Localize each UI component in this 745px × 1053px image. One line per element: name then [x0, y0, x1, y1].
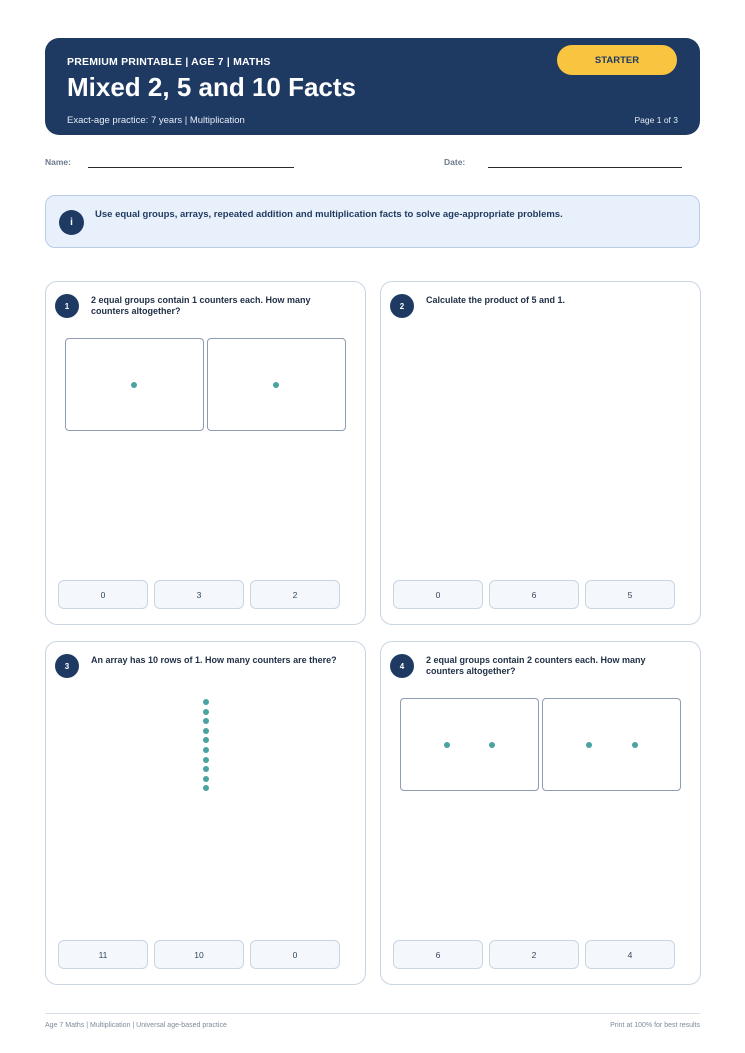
group-box-2 — [542, 698, 681, 791]
counter-dot — [586, 742, 592, 748]
answer-option[interactable]: 10 — [154, 940, 244, 969]
footer-left: Age 7 Maths | Multiplication | Universal age-based practice — [45, 1022, 227, 1029]
worksheet-header — [45, 38, 700, 135]
question-text: 2 equal groups contain 1 counters each. How many counters altogether? — [91, 295, 311, 316]
question-number: 1 — [55, 294, 79, 318]
question-text: An array has 10 rows of 1. How many counters are there? — [91, 655, 337, 665]
question-card-2 — [380, 281, 701, 625]
counter-dot — [273, 382, 279, 388]
page-indicator: Page 1 of 3 — [634, 115, 678, 125]
counter-dot — [203, 766, 209, 772]
date-line[interactable] — [488, 167, 682, 168]
question-card-4 — [380, 641, 701, 985]
question-number: 2 — [390, 294, 414, 318]
question-card-1 — [45, 281, 366, 625]
info-icon: i — [59, 210, 84, 235]
answer-option[interactable]: 4 — [585, 940, 675, 969]
counter-dot — [203, 776, 209, 782]
header-kicker: PREMIUM PRINTABLE | AGE 7 | MATHS — [67, 56, 271, 68]
counter-dot — [203, 728, 209, 734]
instructions-text: Use equal groups, arrays, repeated addition and multiplication facts to solve age-appropriate problems. — [95, 209, 563, 220]
counter-dot — [203, 747, 209, 753]
answer-option[interactable]: 3 — [154, 580, 244, 609]
question-number: 4 — [390, 654, 414, 678]
question-card-3 — [45, 641, 366, 985]
answer-option[interactable]: 11 — [58, 940, 148, 969]
counter-dot — [489, 742, 495, 748]
answer-option[interactable]: 2 — [250, 580, 340, 609]
answer-option[interactable]: 2 — [489, 940, 579, 969]
question-text: 2 equal groups contain 2 counters each. How many counters altogether? — [426, 655, 646, 676]
answer-option[interactable]: 0 — [58, 580, 148, 609]
name-line[interactable] — [88, 167, 294, 168]
date-label: Date: — [444, 157, 466, 167]
counter-dot — [203, 737, 209, 743]
counter-array — [203, 699, 209, 793]
counter-dot — [203, 709, 209, 715]
answer-option[interactable]: 6 — [393, 940, 483, 969]
answer-option[interactable]: 0 — [393, 580, 483, 609]
page-title: Mixed 2, 5 and 10 Facts — [67, 72, 357, 102]
counter-dot — [203, 699, 209, 705]
counter-dot — [203, 718, 209, 724]
instructions-box — [45, 195, 700, 248]
name-label: Name: — [45, 157, 71, 167]
question-number: 3 — [55, 654, 79, 678]
counter-dot — [444, 742, 450, 748]
footer-divider — [45, 1013, 700, 1014]
group-box-2 — [207, 338, 346, 431]
counter-dot — [632, 742, 638, 748]
footer-right: Print at 100% for best results — [610, 1022, 700, 1029]
counter-dot — [203, 785, 209, 791]
group-box-1 — [65, 338, 204, 431]
group-box-1 — [400, 698, 539, 791]
question-text: Calculate the product of 5 and 1. — [426, 295, 566, 305]
header-subtitle: Exact-age practice: 7 years | Multiplication — [67, 115, 245, 126]
counter-dot — [131, 382, 137, 388]
answer-option[interactable]: 5 — [585, 580, 675, 609]
counter-dot — [203, 757, 209, 763]
level-badge: STARTER — [557, 45, 677, 75]
answer-option[interactable]: 0 — [250, 940, 340, 969]
answer-option[interactable]: 6 — [489, 580, 579, 609]
